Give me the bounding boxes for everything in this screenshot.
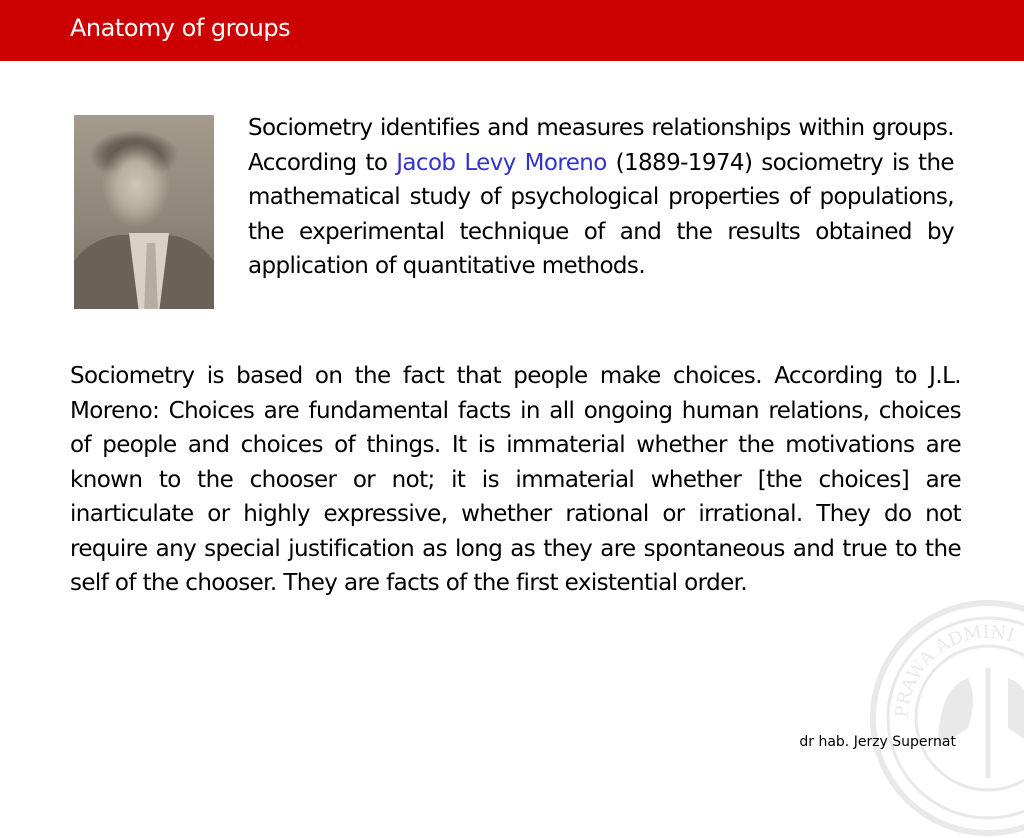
moreno-link[interactable]: Jacob Levy Moreno — [396, 149, 607, 176]
slide-header — [0, 0, 1024, 61]
footer-author: dr hab. Jerzy Supernat — [799, 734, 956, 750]
seal-eagle-right — [1008, 678, 1024, 748]
seal-text: PRAWA ADMINI — [891, 621, 1017, 719]
intro-text-after: (1889-1974) sociometry is the mathematical study of psychological properties of populations, the experimental technique of and the results obtained by application of quantitative methods. — [248, 149, 954, 279]
main-paragraph: Sociometry is based on the fact that people make choices. According to J.L. Moreno: Choices are fundamental facts in all ongoing human relations, choices of people and choices of things. It is immaterial whether the motivations are known to the chooser or not; it is immaterial whether [the choices] are inarticulate or highly expressive, whether rational or irrational. They do not require any special justification as long as they are spontaneous and true to the self of the chooser. They are facts of the first existential order. — [70, 363, 961, 596]
intro-paragraph — [248, 111, 954, 284]
portrait-photo — [74, 115, 214, 309]
intro-text-before: Sociometry identifies and measures relationships within groups. According to — [248, 115, 954, 176]
slide-title: Anatomy of groups — [70, 14, 291, 42]
university-seal-icon — [868, 598, 1024, 838]
